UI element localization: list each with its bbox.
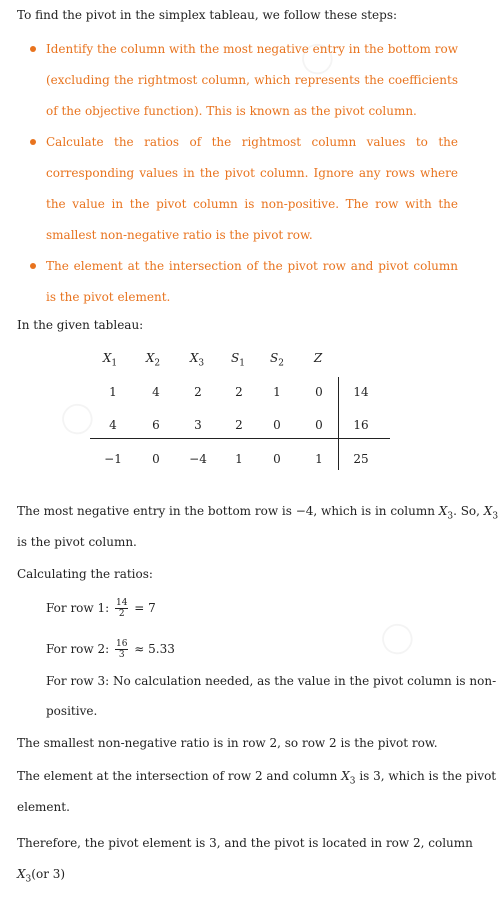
conclusion-text-cont: $X_3(or$ 3) xyxy=(17,867,66,885)
tableau-cell: 4 xyxy=(109,418,117,432)
tableau-cell: 0 xyxy=(273,452,281,466)
calc-label: Calculating the ratios: xyxy=(17,567,153,581)
row3-text: For row 3: No calculation needed, as the value in the pivot column is non- xyxy=(46,674,497,688)
tableau-cell: 0 xyxy=(273,418,281,432)
tableau-cell: 2 xyxy=(235,385,243,399)
smallest-ratio-text: The smallest non-negative ratio is in row 2, so row 2 is the pivot row. xyxy=(17,736,438,750)
tableau-cell: 14 xyxy=(353,385,369,399)
row1-ratio: For row 1: $\frac{14}{2}$ = 7 xyxy=(46,598,156,619)
tableau-cell: 0 xyxy=(152,452,160,466)
tableau-header: $S_2$ xyxy=(270,351,284,369)
tableau-cell: 1 xyxy=(273,385,281,399)
tableau-header: $X_2$ xyxy=(145,351,161,369)
tableau-cell: 3 xyxy=(194,418,202,432)
tableau-header: $X_1$ xyxy=(102,351,118,369)
tableau-cell: 1 xyxy=(235,452,243,466)
simplex-tableau xyxy=(90,345,390,475)
row2-ratio: For row 2: $\frac{16}{3}$ ≈ 5.33 xyxy=(46,639,175,660)
tableau-cell: 1 xyxy=(315,452,323,466)
fraction: $\frac{14}{2}$ xyxy=(115,598,128,619)
tableau-header: Z xyxy=(313,351,323,365)
conclusion-text: Therefore, the pivot element is 3, and the pivot is located in row 2, column xyxy=(17,836,473,850)
tableau-header: $S_1$ xyxy=(231,351,245,369)
tableau-cell: 6 xyxy=(152,418,160,432)
tableau-cell: −4 xyxy=(189,452,207,466)
pivot-element-text-cont: element. xyxy=(17,800,70,814)
tableau-cell: 16 xyxy=(353,418,369,432)
tableau-divider-horizontal xyxy=(90,438,390,439)
steps-list xyxy=(30,34,458,313)
tableau-cell: −1 xyxy=(104,452,122,466)
tableau-header: $X_3$ xyxy=(189,351,205,369)
tableau-cell: 0 xyxy=(315,385,323,399)
tableau-cell: 1 xyxy=(109,385,117,399)
watermark-shape xyxy=(375,615,419,659)
step-item: Calculate the ratios of the rightmost column values to the corresponding values in the pivot column. Ignore any rows where the value in the pivot column is non-positive. The row with the smallest non-negative ratio is the pivot row. xyxy=(30,127,458,251)
pivot-column-text: is the pivot column. xyxy=(17,535,137,549)
tableau-cell: 0 xyxy=(315,418,323,432)
given-label: In the given tableau: xyxy=(17,318,144,332)
pivot-element-text: The element at the intersection of row 2 and column $X_3$ is 3, which is the pivot xyxy=(17,769,497,787)
tableau-cell: 4 xyxy=(152,385,160,399)
step-item: The element at the intersection of the pivot row and pivot column is the pivot element. xyxy=(30,251,458,313)
step-item: Identify the column with the most negative entry in the bottom row (excluding the rightmost column, which represents the coefficients of the objective function). This is known as the pivot column. xyxy=(30,34,458,127)
tableau-cell: 25 xyxy=(353,452,369,466)
tableau-cell: 2 xyxy=(194,385,202,399)
intro-text: To find the pivot in the simplex tableau, we follow these steps: xyxy=(17,8,398,22)
tableau-cell: 2 xyxy=(235,418,243,432)
fraction: $\frac{16}{3}$ xyxy=(115,639,128,660)
most-negative-text: The most negative entry in the bottom row is −4, which is in column $X_3$. So, $X_3$ xyxy=(17,504,498,522)
row3-text-cont: positive. xyxy=(46,704,98,718)
